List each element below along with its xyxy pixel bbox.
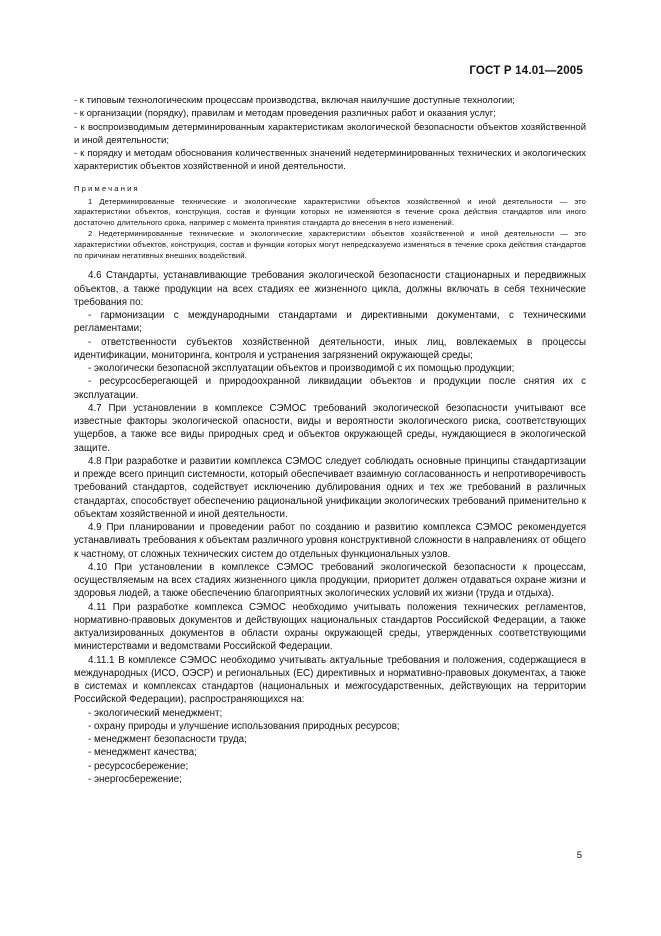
list-item: - менеджмент качества; xyxy=(88,747,197,759)
section-4-6-intro: 4.6 Стандарты, устанавливающие требования экологической безопасности стационарных и передвижных объектов, а также продукции на всех стадиях ее жизненного цикла, должны включать в себя технические требования по: xyxy=(74,270,586,308)
list-item: - к воспроизводимым детерминированным характеристикам экологической безопасности объектов хозяйственной и иной деятельности; xyxy=(74,121,586,146)
list-item: - ответственности субъектов хозяйственной деятельности, иных лиц, вовлекаемых в процессы идентификации, мониторинга, контроля и устранения загрязнений окружающей среды; xyxy=(74,336,586,361)
list-item: - экологически безопасной эксплуатации объектов и производимой с их помощью продукции; xyxy=(88,363,515,375)
list-item: - экологический менеджмент; xyxy=(88,707,223,719)
list-item: - к типовым технологическим процессам производства, включая наилучшие доступные технологии; xyxy=(74,95,515,106)
top-bullet-list xyxy=(74,94,586,174)
section-4-11: 4.11 При разработке комплекса СЭМОС необходимо учитывать положения технических регламентов, нормативно-правовых документов и действующих национальных стандартов Российской Федерации, а также актуализированных документов в области охраны окружающей среды, утвержденных соответствующими министерствами и ведомствами Российской Федерации. xyxy=(74,601,586,653)
note-item: 2 Недетерминированные технические и экологические характеристики объектов хозяйственной и иной деятельности — это характеристики объектов, конструкция, состав и функции которых могут непредсказуемо изменяться в течение срока действия стандартов по причинам негативных внешних воздействий. xyxy=(74,228,586,260)
section-4-10: 4.10 При установлении в комплексе СЭМОС требований экологической безопасности к процессам, осуществляемым на всех стадиях жизненного цикла продукции, приоритет должен отдаваться охране жизни и здоровья людей, а также обеспечению благоприятных экологических условий их жизни (труда и отдыха). xyxy=(74,561,586,600)
notes-title: Примечания xyxy=(74,183,140,193)
list-item: - энергосбережение; xyxy=(88,773,182,785)
list-item: - менеджмент безопасности труда; xyxy=(88,734,247,746)
list-item: - к порядку и методам обоснования количественных значений недетерминированных технических и экологических характеристик объектов хозяйственной и иной деятельности. xyxy=(74,148,586,173)
page-number: 5 xyxy=(576,850,582,861)
section-4-11-1: 4.11.1 В комплексе СЭМОС необходимо учитывать актуальные требования и положения, содержащиеся в международных (ИСО, ОЭСР) и региональных (ЕС) директивных и нормативно-правовых документах, а также в системах и комплексах стандартов (национальных и межгосударственных, действующих на территории Российской Федерации), распространяющихся на: xyxy=(74,654,586,706)
list-item: - ресурсосбережение; xyxy=(88,760,189,772)
notes-block xyxy=(74,184,586,262)
list-item: - гармонизации с международными стандартами и директивными документами, с техническими регламентами; xyxy=(74,310,586,335)
section-4-9: 4.9 При планировании и проведении работ по созданию и развитию комплекса СЭМОС рекомендуется устанавливать требования к объектам различного уровня конструктивной сложности в направлениях от общего к частному, от сложных технических систем до отдельных функциональных узлов. xyxy=(74,522,586,560)
list-item: - ресурсосберегающей и природоохранной ликвидации объектов и продукции после снятия их с эксплуатации. xyxy=(74,376,586,401)
section-4-8: 4.8 При разработке и развитии комплекса СЭМОС следует соблюдать основные принципы стандартизации и прежде всего принцип системности, который обеспечивает взаимную согласованность и непротиворечивость требований стандартов, содействует исключению дублирования одних и тех же требований в различных стандартах, способствует обеспечению рациональной унификации экологических требований применительно к объектам хозяйственной и иной деятельности. xyxy=(74,455,586,520)
list-item: - к организации (порядку), правилам и методам проведения различных работ и оказания услуг; xyxy=(74,108,496,120)
document-body xyxy=(74,94,586,786)
document-header: ГОСТ Р 14.01—2005 xyxy=(469,65,583,77)
section-4-7: 4.7 При установлении в комплексе СЭМОС требований экологической безопасности учитывают все известные факторы экологической опасности, виды и вероятности экологического риска, соответствующих ущербов, а также все виды природных сред и объектов окружающей среды, нуждающиеся в экологической защите. xyxy=(74,402,586,454)
note-item: 1 Детерминированные технические и экологические характеристики объектов хозяйственной и иной деятельности — это характеристики объектов, конструкция, состав и функции которых не изменяются в течение срока действия стандартов или иного достаточно длительного срока, например с момента принятия стандарта до внесения в него изменений. xyxy=(74,196,586,228)
list-item: - охрану природы и улучшение использования природных ресурсов; xyxy=(88,720,400,732)
